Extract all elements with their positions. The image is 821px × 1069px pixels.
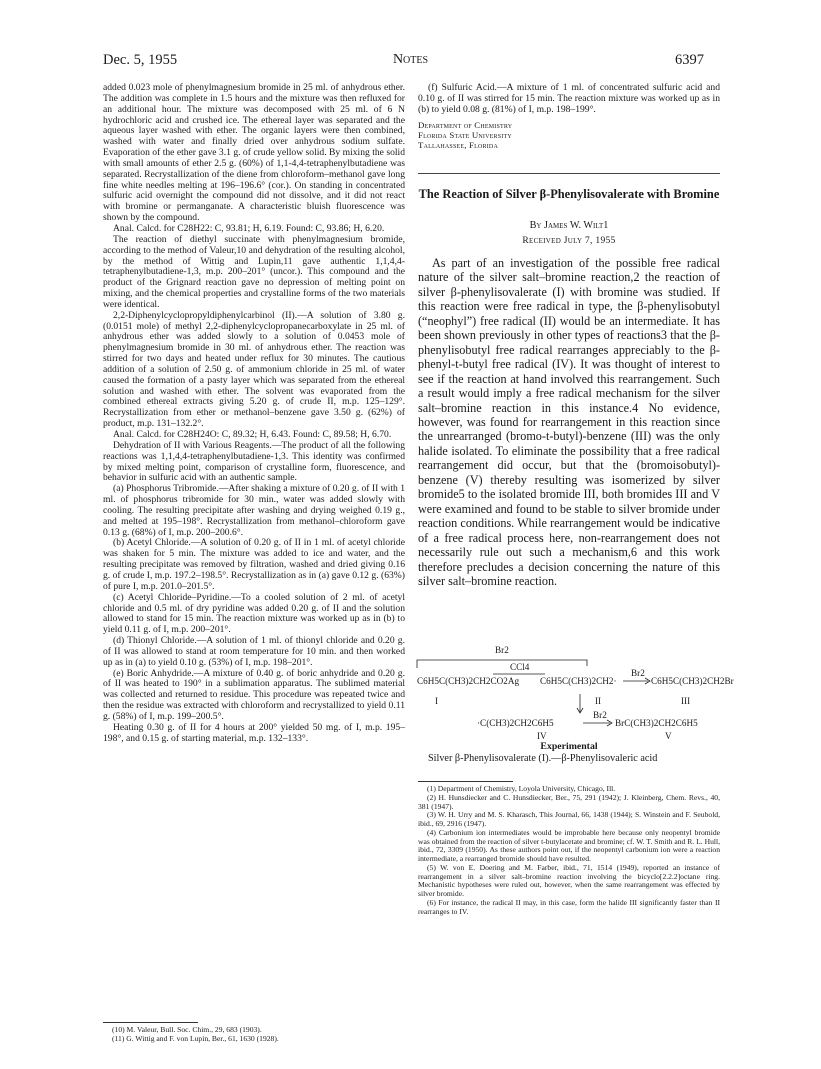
article-byline: By James W. Wilt1 — [529, 220, 609, 231]
footnote: (3) W. H. Urry and M. S. Kharasch, This Journal, 66, 1438 (1944); S. Winstein and F. Seubold, ibid., 69, 2916 (1947). — [418, 810, 720, 828]
scheme-radical-IV: ·C(CH3)2CH2C6H5 — [477, 718, 554, 728]
right-top-block — [418, 83, 720, 150]
scheme-ccl4: CCl4 — [510, 662, 530, 672]
department-address — [418, 120, 720, 150]
scheme-br2-mid: Br2 — [631, 668, 645, 678]
scheme-label-III: III — [681, 696, 691, 706]
footnote-rule — [103, 1022, 198, 1023]
paragraph: (a) Phosphorus Tribromide.—After shaking a mixture of 0.20 g. of II with 1 ml. of phosphorus tribromide for 30 min., water was added slowly with cooling. The resulting precipitate after washing and drying weighed 0.19 g., and melted at 195–198°. Recrystallization from methanol–chloroform gave 0.13 g. (68%) of I, m.p. 200–200.6°. — [103, 483, 405, 538]
scheme-compound-I: C6H5C(CH3)2CH2CO2Ag — [417, 676, 520, 686]
paragraph: Anal. Calcd. for C28H22: C, 93.81; H, 6.19. Found: C, 93.86; H, 6.20. — [113, 222, 385, 234]
scheme-br2-top: Br2 — [495, 645, 509, 655]
right-footnotes — [418, 776, 720, 916]
dept-line: Florida State University — [418, 129, 512, 140]
scheme-br2-low: Br2 — [593, 710, 607, 720]
scheme-label-V: V — [665, 731, 672, 741]
experimental-heading: Experimental — [540, 741, 598, 752]
paragraph: (c) Acetyl Chloride–Pyridine.—To a cooled solution of 2 ml. of acetyl chloride and 0.5 ml. of dry pyridine was added 0.20 g. of II and the solution allowed to stand for 15 min. The reaction mixture was worked up as in (b) to yield 0.11 g. of I, m.p. 200–201°. — [103, 591, 405, 636]
header-date: Dec. 5, 1955 — [103, 52, 178, 68]
article-title: The Reaction of Silver β-Phenylisovalerate with Bromine — [418, 187, 720, 201]
paragraph: (d) Thionyl Chloride.—A solution of 1 ml. of thionyl chloride and 0.20 g. of II was allowed to stand at room temperature for 10 min. and then worked up as in (a) to yield 0.10 g. (53%) of I, m.p. 198–201°. — [103, 635, 405, 668]
article-separator — [418, 173, 720, 174]
footnote: (4) Carbonium ion intermediates would be improbable here because only neopentyl bromide was obtained from the reaction of silver t-butylacetate and bromine; cf. W. T. Smith and R. L. Hull, ibid., 72, 3309 (1950). As these authors point out, if the neopentyl carbonium ion were a reaction intermediate, a rearranged bromide should have resulted. — [418, 827, 720, 863]
scheme-compound-V: BrC(CH3)2CH2C6H5 — [615, 718, 698, 728]
scheme-bracket — [417, 660, 587, 668]
scheme-label-IV: IV — [537, 731, 547, 741]
footnote-rule — [418, 781, 513, 782]
paragraph: (f) Sulfuric Acid.—A mixture of 1 ml. of concentrated sulfuric acid and 0.10 g. of II was stirred for 15 min. The reaction mixture was worked up as in (b) to yield 0.08 g. (81%) of I, m.p. 198–199°. — [418, 82, 720, 115]
paragraph: 2,2-Diphenylcyclopropyldiphenylcarbinol (II).—A solution of 3.80 g. (0.0151 mole) of methyl 2,2-diphenylcyclopropanecarboxylate in 25 ml. of anhydrous ether was added slowly to a solution of 0.0453 mole of phenylmagnesium bromide in 30 ml. of anhydrous ether. The reaction was stirred for two days and heated under reflux for 30 minutes. The cautious addition of a solution of 2.50 g. of ammonium chloride in 25 ml. of water caused the formation of a pasty layer which was separated from the ethereal solution and washed with ether. The solvent was evaporated from the combined ethereal extracts giving 5.20 g. of crude II, m.p. 125–129°. Recrystallization from ether or methanol–benzene gave 3.50 g. (62%) of product, m.p. 131–132.2°. — [103, 309, 405, 430]
article-body — [418, 256, 720, 588]
dept-line: Tallahassee, Florida — [418, 139, 498, 150]
left-footnotes — [103, 1017, 405, 1044]
experimental-start: Silver β-Phenylisovalerate (I).—β-Phenylisovaleric acid — [428, 753, 658, 764]
footnote: (10) M. Valeur, Bull. Soc. Chim., 29, 683 (1903). — [112, 1025, 262, 1034]
paragraph: (e) Boric Anhydride.—A mixture of 0.40 g. of boric anhydride and 0.20 g. of II was heated to 190° in a sublimation apparatus. The sublimed material was collected and returned to residue. This procedure was repeated twice and then the residue was extracted with chloroform and recrystallized to yield 0.11 g. (58%) of I, m.p. 199–200.5°. — [103, 667, 405, 722]
paragraph: Dehydration of II with Various Reagents.—The product of all the following reactions was 1,1,4,4-tetraphenylbutadiene-1,3. This identity was confirmed by mixed melting point, comparison of crystalline form, fluorescence, and behavior in sulfuric acid with an authentic sample. — [103, 439, 405, 484]
dept-line: Department of Chemistry — [418, 119, 513, 130]
paragraph: added 0.023 mole of phenylmagnesium bromide in 25 ml. of anhydrous ether. The addition was complete in 1.5 hours and the mixture was then refluxed for an additional hour. The mixture was decomposed with 25 ml. of 6 N hydrochloric acid and crushed ice. The ethereal layer was separated and the aqueous layer washed with ether. The organic layers were then combined, washed with water and finally dried over anhydrous sodium sulfate. Evaporation of the ether gave 3.1 g. of crude yellow solid. By mixing the solid with small amounts of ether 2.5 g. (60%) of 1,1-4,4-tetraphenylbutadiene was separated. Recrystallization of the diene from chloroform–methanol gave long fine white needles melting at 196–196.6° (cor.). On standing in concentrated sulfuric acid overnight the compound did not dissolve, and it did not react with bromine or permanganate. A characteristic bluish fluorescence was shown by the compound. — [103, 82, 405, 224]
header-page-number: 6397 — [675, 52, 704, 68]
paragraph: Anal. Calcd. for C28H24O: C, 89.32; H, 6.43. Found: C, 89.58; H, 6.70. — [113, 429, 392, 440]
footnote: (2) H. Hunsdiecker and C. Hunsdiecker, Ber., 75, 291 (1942); J. Kleinberg, Chem. Revs., 40, 381 (1947). — [418, 792, 720, 811]
paragraph: (b) Acetyl Chloride.—A solution of 0.20 g. of II in 1 ml. of acetyl chloride was shaken for 5 min. The mixture was added to ice and water, and the resulting precipitate was removed by filtration, washed and dried giving 0.16 g. of crude I, m.p. 197.2–198.5°. Recrystallization as in (a) gave 0.12 g. (63%) of pure I, m.p. 201.0–201.5°. — [103, 537, 405, 592]
left-column — [103, 83, 405, 744]
footnote: (11) G. Wittig and F. von Lupin, Ber., 61, 1630 (1928). — [112, 1033, 279, 1043]
footnote: (5) W. von E. Doering and M. Farber, ibid., 71, 1514 (1949), reported an instance of rearrangement in a silver salt–bromine reaction involving the bicyclo[2.2.2]octane ring. Mechanistic hypotheses were ruled out, however, when the same rearrangement was effected by silver bromide. — [418, 862, 720, 898]
paragraph: As part of an investigation of the possible free radical nature of the silver salt–bromine reaction,2 the reaction of silver β-phenylisovalerate (I) with bromine was studied. If this reaction were free radical in type, the β-phenylisobutyl (“neophyl”) free radical (II) would be an intermediate. It has been shown previously in other types of reactions3 that the β-phenylisobutyl free radical rearranges appreciably to the β-phenyl-t-butyl free radical (IV). It was thought of interest to see if the reaction at hand involved this rearrangement. Such a result would imply a free radical mechanism for the silver salt–bromine reaction in this instance.4 No evidence, however, was found for rearrangement in this reaction since the unrearranged (bromo-t-butyl)-benzene (III) was the only halide isolated. To eliminate the possibility that a free radical rearrangement did occur, but that the (bromoisobutyl)-benzene (V) thereby resulting was isomerized by silver bromide5 to the isolated bromide III, both bromides III and V were examined and found to be stable to silver bromide under reaction conditions. While rearrangement would be indicative of a free radical process here, non-rearrangement does not necessarily rule out such a mechanism,6 and this work therefore precludes a decision concerning the nature of this silver salt–bromine reaction. — [418, 256, 720, 588]
scheme-compound-III: C6H5C(CH3)2CH2Br — [651, 676, 734, 686]
scheme-radical-II: C6H5C(CH3)2CH2· — [540, 676, 617, 686]
paragraph: The reaction of diethyl succinate with phenylmagnesium bromide, according to the method of Valeur,10 and dehydration of the resulting alcohol, by the method of Wittig and Lupin,11 gave authentic 1,1,4,4-tetraphenylbutadiene-1,3, m.p. 200–201° (uncor.). This compound and the product of the Grignard reaction gave no depression of melting point on mixing, and the chemical properties and crystalline forms of the two materials were identical. — [103, 233, 405, 310]
paragraph: Heating 0.30 g. of II for 4 hours at 200° yielded 50 mg. of I, m.p. 195–198°, and 0.15 g. of starting material, m.p. 132–133°. — [103, 721, 405, 744]
reaction-scheme — [415, 642, 734, 741]
received-date: Received July 7, 1955 — [522, 236, 616, 246]
footnote: (6) For instance, the radical II may, in this case, form the halide III significantly faster than II rearranges to IV. — [418, 897, 720, 916]
header-section: Notes — [392, 52, 429, 67]
footnote: (1) Department of Chemistry, Loyola University, Chicago, Ill. — [427, 784, 616, 793]
scheme-label-I: I — [435, 696, 439, 706]
scheme-label-II: II — [595, 696, 602, 706]
